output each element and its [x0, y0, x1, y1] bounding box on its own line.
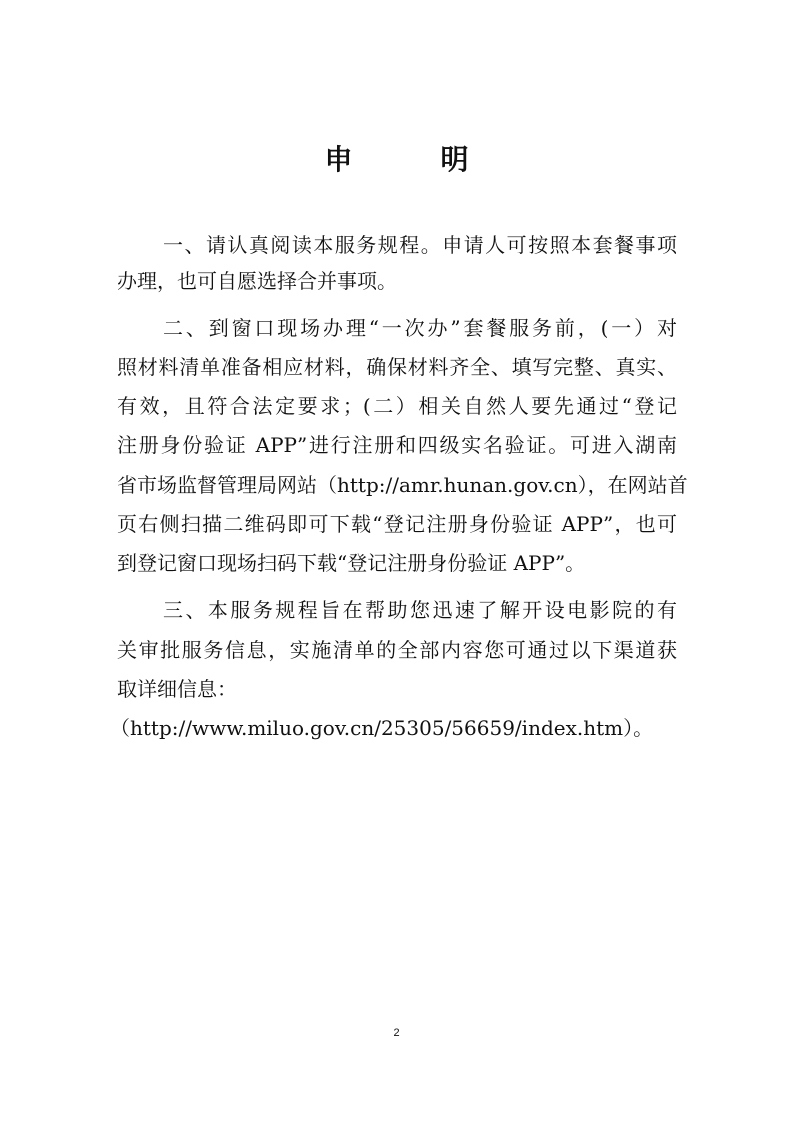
paragraph-3-line-3: 取详细信息： [117, 677, 237, 701]
paragraph-2-line-6: 页右侧扫描二维码即可下载“登记注册身份验证 APP”，也可 [117, 512, 677, 536]
paragraph-2-line-5: 省市场监督管理局网站（http://amr.hunan.gov.cn），在网站首 [117, 473, 688, 497]
paragraph-2-line-1: 二、到窗口现场办理“一次办”套餐服务前，(一）对 [163, 316, 677, 340]
paragraph-2-line-4: 注册身份验证 APP”进行注册和四级实名验证。可进入湖南 [117, 433, 677, 457]
paragraph-3-line-1: 三、本服务规程旨在帮助您迅速了解开设电影院的有 [163, 598, 677, 622]
paragraph-1-line-2: 办理，也可自愿选择合并事项。 [117, 269, 397, 293]
paragraph-2-line-2: 照材料清单准备相应材料，确保材料齐全、填写完整、真实、 [117, 355, 677, 379]
paragraph-3-url-line: （http://www.miluo.gov.cn/25305/56659/index.htm）。 [110, 716, 654, 740]
page-title: 申 明 [324, 143, 499, 176]
paragraph-1-line-1: 一、请认真阅读本服务规程。申请人可按照本套餐事项 [163, 233, 677, 257]
paragraph-3-line-2: 关审批服务信息，实施清单的全部内容您可通过以下渠道获 [117, 638, 677, 662]
page-number: 2 [393, 1027, 400, 1039]
paragraph-2-line-7: 到登记窗口现场扫码下载“登记注册身份验证 APP”。 [117, 551, 586, 575]
paragraph-2-line-3: 有效，且符合法定要求；(二）相关自然人要先通过“登记 [117, 394, 677, 418]
